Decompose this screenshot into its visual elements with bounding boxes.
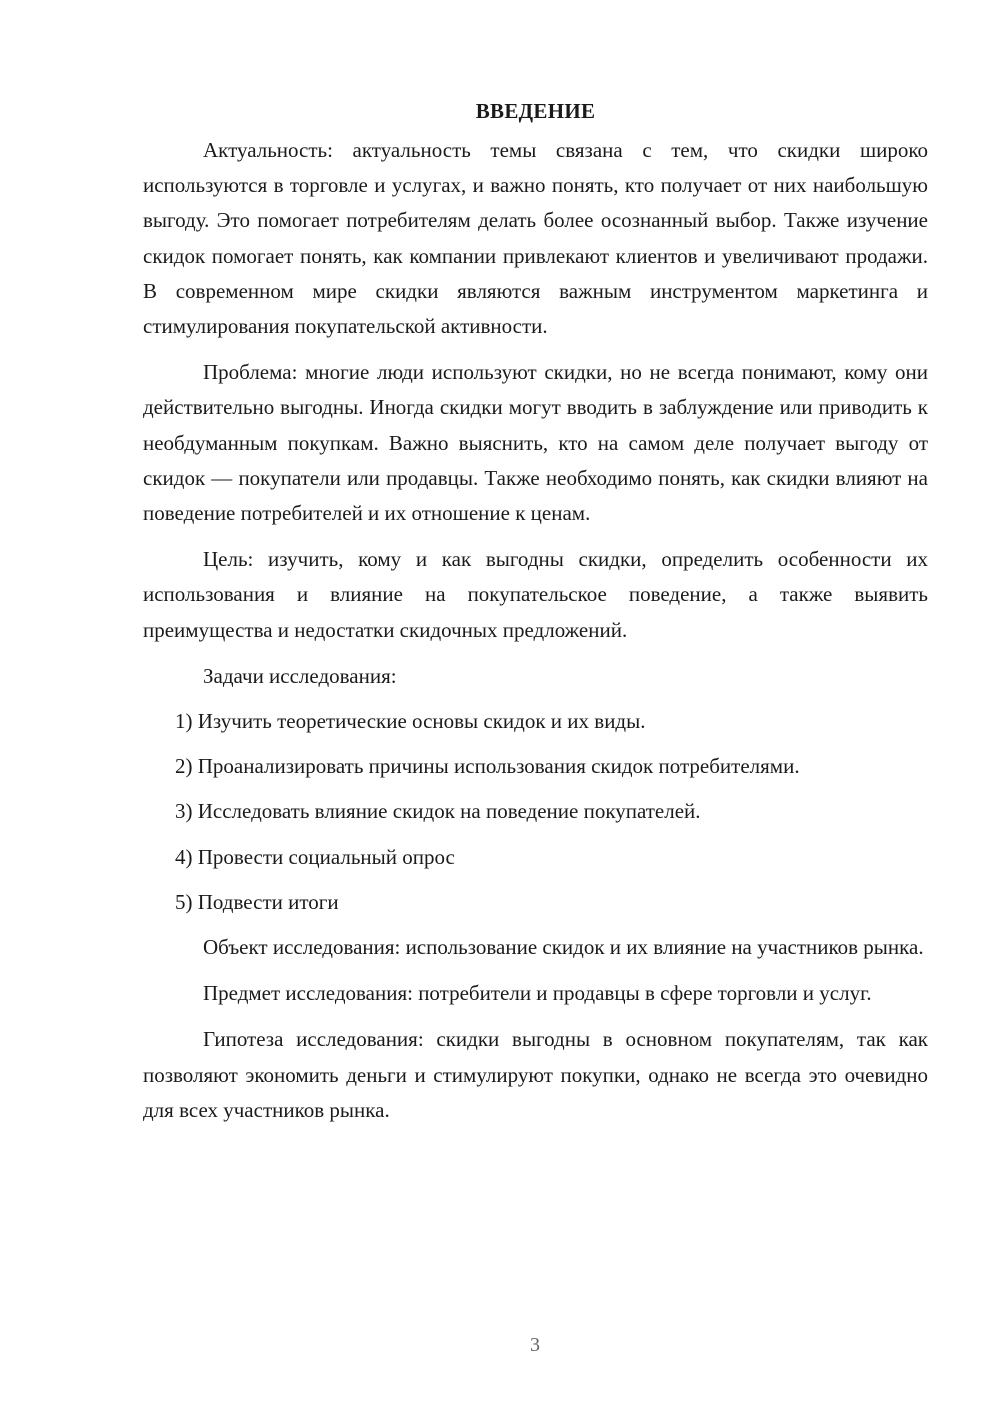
paragraph-hypothesis: Гипотеза исследования: скидки выгодны в основном покупателям, так как позволяют экономить деньги и стимулируют покупки, однако не всегда это очевидно для всех участников рынка. [143, 1027, 928, 1122]
list-item: 3) Исследовать влияние скидок на поведение покупателей. [175, 799, 701, 824]
document-page [143, 96, 928, 1139]
paragraph-problem: Проблема: многие люди используют скидки, но не всегда понимают, кому они действительно выгодны. Иногда скидки могут вводить в заблуждение или приводить к необдуманным покупкам. Важно выяснить, кто на самом деле получает выгоду от скидок — покупатели или продавцы. Также необходимо понять, как скидки влияют на поведение потребителей и их отношение к ценам. [143, 360, 928, 526]
page-title: ВВЕДЕНИЕ [475, 99, 596, 123]
paragraph-subject: Предмет исследования: потребители и продавцы в сфере торговли и услуг. [203, 981, 872, 1006]
list-item: 1) Изучить теоретические основы скидок и их виды. [175, 709, 646, 734]
list-item: 2) Проанализировать причины использования скидок потребителями. [175, 754, 800, 779]
list-item: 5) Подвести итоги [175, 889, 339, 914]
tasks-heading: Задачи исследования: [203, 663, 397, 688]
paragraph-relevance: Актуальность: актуальность темы связана с тем, что скидки широко используются в торговле и услугах, и важно понять, кто получает от них наибольшую выгоду. Это помогает потребителям делать более осознанный выбор. Также изучение скидок помогает понять, как компании привлекают клиентов и увеличивают продажи. В современном мире скидки являются важным инструментом маркетинга и стимулирования покупательской активности. [143, 138, 928, 339]
page-number: 3 [530, 1334, 540, 1356]
paragraph-goal: Цель: изучить, кому и как выгодны скидки, определить особенности их использования и влияние на покупательское поведение, а также выявить преимущества и недостатки скидочных предложений. [143, 547, 928, 642]
list-item: 4) Провести социальный опрос [175, 844, 455, 869]
tasks-list [143, 704, 928, 920]
paragraph-object: Объект исследования: использование скидок и их влияние на участников рынка. [203, 935, 924, 960]
